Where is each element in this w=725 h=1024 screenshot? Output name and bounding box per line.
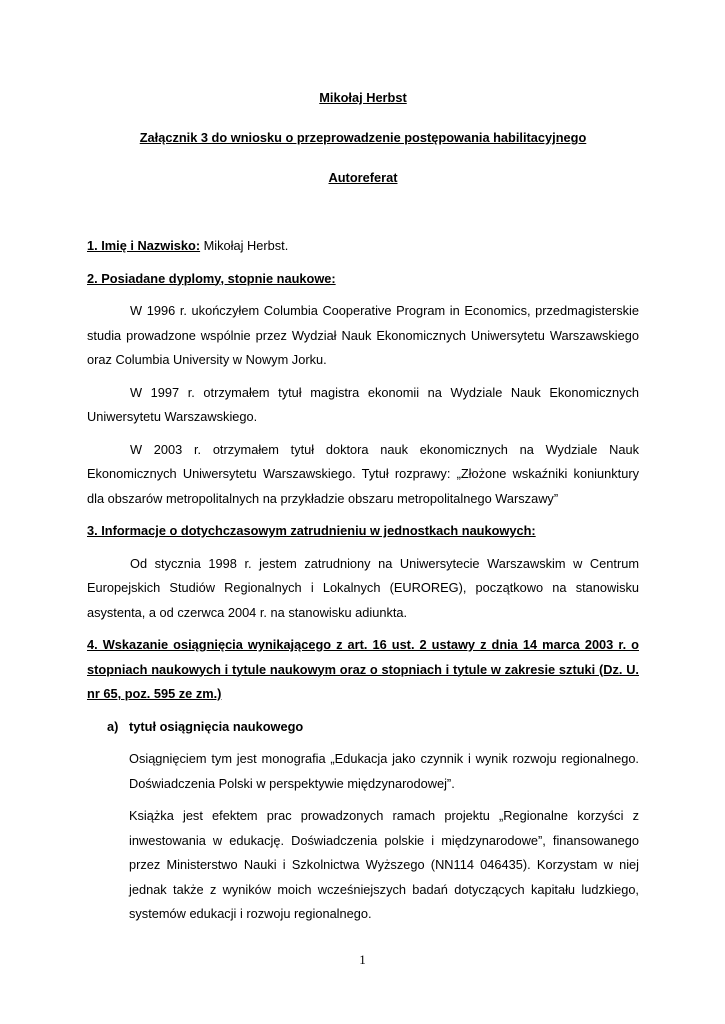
section-4-item-a [87,715,639,740]
section-4-heading: 4. Wskazanie osiągnięcia wynikającego z art. 16 ust. 2 ustawy z dnia 14 marca 2003 r. o stopniach naukowych i tytule naukowym oraz o stopniach i tytule w zakresie sztuki (Dz. U. nr 65, poz. 595 ze zm.) [87,637,639,701]
section-2-heading: 2. Posiadane dyplomy, stopnie naukowe: [87,270,336,286]
section-3-heading: 3. Informacje o dotychczasowym zatrudnieniu w jednostkach naukowych: [87,523,536,538]
section-3-paragraph-1: Od stycznia 1998 r. jestem zatrudniony na Uniwersytecie Warszawskim w Centrum Europejskich Studiów Regionalnych i Lokalnych (EUROREG), początkowo na stanowisku asystenta, a od czerwca 2004 r. na stanowisku adiunkta. [87,555,639,620]
document-title: Autoreferat [328,170,398,185]
section-1-label: 1. Imię i Nazwisko: [87,238,201,253]
item-a-label: tytuł osiągnięcia naukowego [129,718,304,734]
section-1 [87,234,639,259]
section-2-paragraph-1: W 1996 r. ukończyłem Columbia Cooperative Program in Economics, przedmagisterskie studia prowadzone wspólnie przez Wydział Nauk Ekonomicznych Uniwersytetu Warszawskiego oraz Columbia University w Nowym Jorku. [87,303,639,367]
section-2-paragraph-2: W 1997 r. otrzymałem tytuł magistra ekonomii na Wydziale Nauk Ekonomicznych Uniwersytetu Warszawskiego. [87,384,639,424]
section-4-paragraph-1: Osiągnięciem tym jest monografia „Edukacja jako czynnik i wynik rozwoju regionalnego. Doświadczenia Polski w perspektywie międzynarodowej”. [129,751,639,791]
page-number: 1 [359,952,366,967]
section-1-value: Mikołaj Herbst. [200,238,289,253]
author-name: Mikołaj Herbst [319,90,407,105]
section-4-paragraph-2: Książka jest efektem prac prowadzonych ramach projektu „Regionalne korzyści z inwestowania w edukację. Doświadczenia polskie i międzynarodowe”, finansowanego przez Ministerstwo Nauki i Szkolnictwa Wyższego (NN114 046435). Korzystam w niej jednak także z wyników moich wcześniejszych badań dotyczących kapitału ludzkiego, systemów edukacji i rozwoju regionalnego. [129,808,639,921]
section-2-paragraph-3: W 2003 r. otrzymałem tytuł doktora nauk ekonomicznych na Wydziale Nauk Ekonomicznych Uniwersytetu Warszawskiego. Tytuł rozprawy: „Złożone wskaźniki koniunktury dla obszarów metropolitalnych na przykładzie obszaru metropolitalnego Warszawy” [87,441,639,506]
document-page [87,88,639,927]
document-subtitle: Załącznik 3 do wniosku o przeprowadzenie postępowania habilitacyjnego [139,130,587,145]
item-a-marker: a) [107,718,119,734]
